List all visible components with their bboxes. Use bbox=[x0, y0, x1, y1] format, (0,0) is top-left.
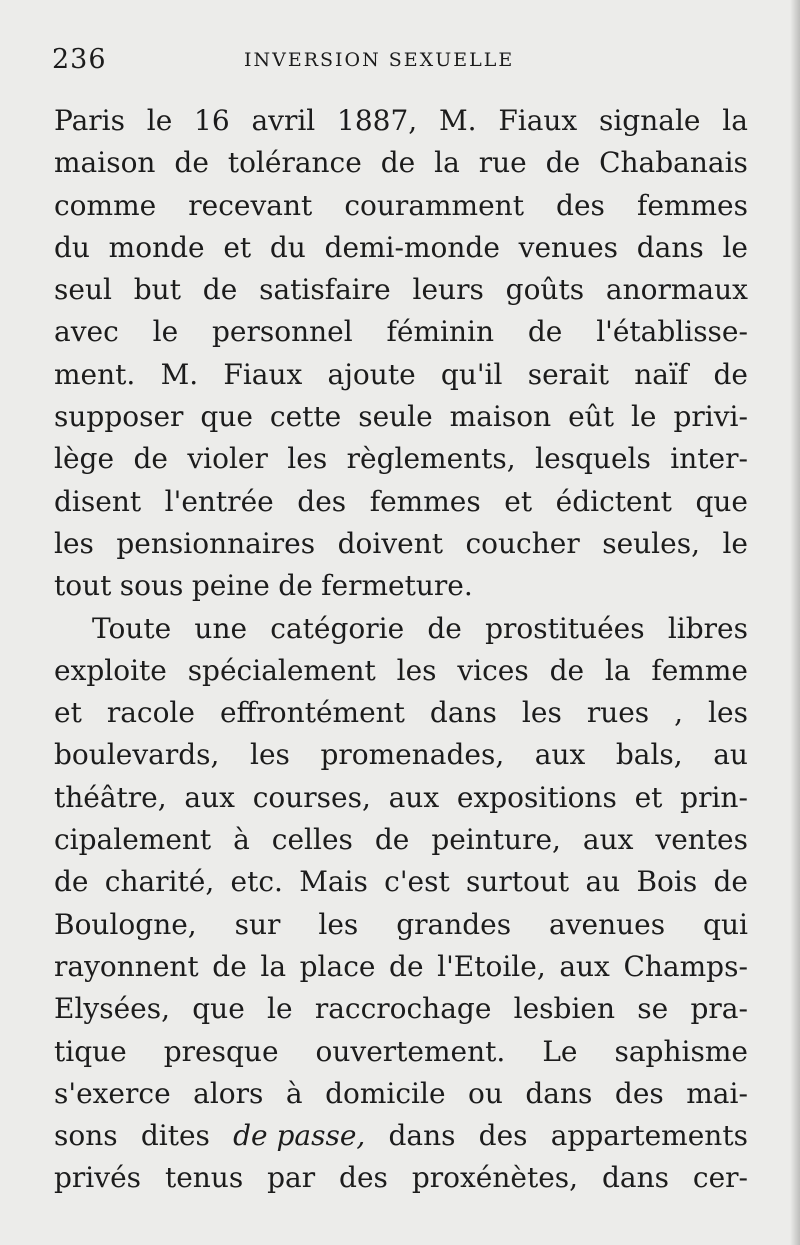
word: surtout bbox=[465, 865, 570, 899]
word: cer- bbox=[692, 1161, 748, 1195]
word: domicile bbox=[325, 1076, 446, 1110]
word: Le bbox=[542, 1034, 578, 1068]
text-line bbox=[54, 481, 748, 523]
word: monde bbox=[108, 230, 205, 264]
word: presque bbox=[163, 1034, 279, 1068]
word: aux bbox=[184, 780, 235, 814]
word: violer bbox=[187, 442, 268, 476]
word: les bbox=[54, 526, 94, 560]
word: le bbox=[722, 230, 748, 264]
word: dans bbox=[636, 230, 704, 264]
word: anormaux bbox=[605, 273, 748, 307]
word: venues bbox=[518, 230, 619, 264]
word: aux bbox=[559, 949, 610, 983]
word: spécialement bbox=[187, 653, 376, 687]
word: le bbox=[152, 315, 179, 349]
word: avec bbox=[54, 315, 119, 349]
word: doivent bbox=[337, 526, 444, 560]
word: de bbox=[545, 146, 581, 180]
word: de bbox=[380, 146, 416, 180]
word: du bbox=[269, 230, 306, 264]
word: but bbox=[133, 273, 181, 307]
word: du bbox=[54, 230, 90, 264]
word: dans bbox=[429, 696, 497, 730]
word: dites bbox=[140, 1119, 210, 1153]
text-line bbox=[54, 311, 748, 353]
word: par bbox=[267, 1161, 316, 1195]
word: dans bbox=[601, 1161, 669, 1195]
word: effrontément bbox=[219, 696, 405, 730]
word: alors bbox=[193, 1076, 264, 1110]
word: se bbox=[637, 992, 669, 1026]
text-line bbox=[54, 269, 748, 311]
word: raccrochage bbox=[314, 992, 492, 1026]
word: prin- bbox=[680, 780, 748, 814]
word: mai- bbox=[686, 1076, 748, 1110]
word: M. bbox=[160, 357, 199, 391]
word: et bbox=[54, 696, 82, 730]
word: au bbox=[585, 865, 621, 899]
word: Champs- bbox=[623, 949, 748, 983]
word: de bbox=[212, 949, 247, 983]
word: privi- bbox=[673, 400, 748, 434]
word: ment. bbox=[54, 357, 136, 391]
text-line bbox=[54, 523, 748, 565]
text-line bbox=[54, 988, 748, 1030]
word: au bbox=[713, 738, 748, 772]
word: Fiaux bbox=[223, 357, 303, 391]
word: , bbox=[674, 696, 684, 730]
word: prostituées bbox=[485, 611, 645, 645]
word: disent bbox=[54, 484, 142, 518]
word: que bbox=[695, 484, 748, 518]
text-line bbox=[54, 1157, 748, 1199]
text-line bbox=[54, 142, 748, 184]
word: tique bbox=[54, 1034, 127, 1068]
word: boulevards, bbox=[54, 738, 220, 772]
word: comme bbox=[54, 188, 157, 222]
text-line bbox=[54, 861, 748, 903]
word: inter- bbox=[670, 442, 748, 476]
word: femmes bbox=[369, 484, 481, 518]
word: les bbox=[318, 907, 359, 941]
word: maison bbox=[449, 400, 552, 434]
word: femmes bbox=[636, 188, 748, 222]
word: lège bbox=[54, 442, 115, 476]
word: coucher bbox=[465, 526, 580, 560]
word: Fiaux bbox=[498, 104, 578, 137]
word: dans bbox=[525, 1076, 593, 1110]
word: de passe, bbox=[233, 1119, 366, 1153]
running-head bbox=[52, 40, 752, 80]
word: femme bbox=[651, 653, 748, 687]
word: de bbox=[278, 569, 313, 603]
word: et bbox=[634, 780, 663, 814]
word: lesbien bbox=[513, 992, 616, 1026]
word: charité, bbox=[104, 865, 215, 899]
word: ou bbox=[468, 1076, 503, 1110]
text-line bbox=[54, 692, 748, 734]
text-line bbox=[54, 650, 748, 692]
word: qu'il bbox=[440, 357, 503, 391]
word: rayonnent bbox=[54, 949, 199, 983]
word: de bbox=[54, 865, 89, 899]
word: de bbox=[133, 442, 168, 476]
text-line bbox=[54, 1115, 748, 1157]
word: de bbox=[713, 357, 748, 391]
word: etc. bbox=[230, 865, 283, 899]
word: le bbox=[722, 526, 748, 560]
word: le bbox=[267, 992, 293, 1026]
word: la bbox=[722, 104, 748, 137]
word: aux bbox=[388, 780, 440, 814]
word: rues bbox=[586, 696, 650, 730]
word: tout bbox=[54, 569, 112, 603]
word: de bbox=[713, 865, 748, 899]
word: seul bbox=[54, 273, 112, 307]
word: expositions bbox=[456, 780, 617, 814]
word: aux bbox=[534, 738, 586, 772]
word: la bbox=[604, 653, 631, 687]
word: pra- bbox=[690, 992, 748, 1026]
word: Toute bbox=[92, 611, 172, 645]
word: de bbox=[374, 823, 410, 857]
word: lesquels bbox=[535, 442, 651, 476]
word: que bbox=[192, 992, 245, 1026]
word: ajoute bbox=[327, 357, 416, 391]
word: peine bbox=[191, 569, 270, 603]
word: des bbox=[297, 484, 347, 518]
word: l'entrée bbox=[164, 484, 274, 518]
word: maison bbox=[54, 146, 156, 180]
word: personnel bbox=[211, 315, 353, 349]
word: cipalement bbox=[54, 823, 212, 857]
word: des bbox=[339, 1161, 388, 1195]
word: l'établisse- bbox=[596, 315, 748, 349]
word: avenues bbox=[549, 907, 666, 941]
word: théâtre, bbox=[54, 780, 167, 814]
word: supposer bbox=[54, 400, 184, 434]
word: de bbox=[427, 611, 462, 645]
word: pensionnaires bbox=[116, 526, 316, 560]
word: de bbox=[527, 315, 563, 349]
word: une bbox=[194, 611, 248, 645]
word: sons bbox=[54, 1119, 118, 1153]
word: libres bbox=[667, 611, 748, 645]
word: dans bbox=[388, 1119, 456, 1153]
word: la bbox=[260, 949, 287, 983]
word: Bois bbox=[636, 865, 698, 899]
word: fermeture. bbox=[321, 569, 473, 603]
word: racole bbox=[106, 696, 195, 730]
word: règlements, bbox=[346, 442, 516, 476]
running-title: INVERSION SEXUELLE bbox=[244, 49, 515, 71]
text-line bbox=[54, 396, 748, 438]
word: eût bbox=[568, 400, 614, 434]
word: féminin bbox=[386, 315, 494, 349]
word: ouvertement. bbox=[315, 1034, 506, 1068]
word: qui bbox=[703, 907, 748, 941]
word: à bbox=[285, 1076, 303, 1110]
text-line bbox=[54, 100, 748, 142]
text-line bbox=[54, 438, 748, 480]
word: à bbox=[233, 823, 250, 857]
word: signale bbox=[598, 104, 701, 137]
word: édictent bbox=[555, 484, 672, 518]
word: exploite bbox=[54, 653, 167, 687]
word: des bbox=[556, 188, 605, 222]
word: Mais bbox=[299, 865, 368, 899]
word: Elysées, bbox=[54, 992, 170, 1026]
text-line bbox=[54, 185, 748, 227]
word: la bbox=[434, 146, 460, 180]
text-line bbox=[54, 734, 748, 776]
word: M. bbox=[438, 104, 477, 137]
text-line bbox=[54, 904, 748, 946]
word: recevant bbox=[188, 188, 313, 222]
word: place bbox=[299, 949, 376, 983]
word: des bbox=[478, 1119, 528, 1153]
word: ventes bbox=[655, 823, 748, 857]
word: saphisme bbox=[614, 1034, 748, 1068]
word: les bbox=[521, 696, 562, 730]
word: les bbox=[708, 696, 748, 730]
word: sous bbox=[119, 569, 184, 603]
word: seule bbox=[358, 400, 433, 434]
word: le bbox=[146, 104, 173, 137]
word: 16 bbox=[194, 104, 230, 137]
word: cette bbox=[269, 400, 342, 434]
word: sur bbox=[234, 907, 281, 941]
word: les bbox=[249, 738, 290, 772]
word: l'Etoile, bbox=[437, 949, 546, 983]
word: celles bbox=[271, 823, 353, 857]
word: le bbox=[630, 400, 657, 434]
word: Boulogne, bbox=[54, 907, 197, 941]
text-line bbox=[54, 608, 748, 650]
text-line bbox=[54, 1073, 748, 1115]
word: appartements bbox=[550, 1119, 748, 1153]
word: vices bbox=[457, 653, 529, 687]
word: serait bbox=[527, 357, 609, 391]
word: de bbox=[174, 146, 209, 180]
word: tenus bbox=[164, 1161, 244, 1195]
body-text bbox=[54, 100, 748, 1200]
word: proxénètes, bbox=[411, 1161, 579, 1195]
word: que bbox=[200, 400, 253, 434]
word: satisfaire bbox=[259, 273, 391, 307]
word: avril bbox=[251, 104, 316, 137]
text-line bbox=[54, 354, 748, 396]
text-line bbox=[54, 819, 748, 861]
word: courses, bbox=[252, 780, 371, 814]
word: des bbox=[614, 1076, 664, 1110]
word: bals, bbox=[615, 738, 683, 772]
word: les bbox=[287, 442, 328, 476]
word: et bbox=[504, 484, 533, 518]
word: les bbox=[396, 653, 437, 687]
page-edge-shadow bbox=[790, 0, 800, 1245]
word: aux bbox=[582, 823, 634, 857]
word: Paris bbox=[54, 104, 125, 137]
word: c'est bbox=[384, 865, 450, 899]
word: naïf bbox=[634, 357, 689, 391]
text-line bbox=[54, 227, 748, 269]
word: privés bbox=[54, 1161, 142, 1195]
word: peinture, bbox=[431, 823, 561, 857]
word: de bbox=[549, 653, 585, 687]
word: de bbox=[202, 273, 238, 307]
page-number: 236 bbox=[52, 44, 107, 75]
word: de bbox=[389, 949, 424, 983]
word: tolérance bbox=[227, 146, 362, 180]
word: grandes bbox=[396, 907, 512, 941]
word: s'exerce bbox=[54, 1076, 171, 1110]
word: et bbox=[223, 230, 252, 264]
word: demi-monde bbox=[324, 230, 500, 264]
text-line bbox=[54, 565, 748, 607]
word: 1887, bbox=[337, 104, 418, 137]
word: promenades, bbox=[320, 738, 505, 772]
word: leurs bbox=[412, 273, 484, 307]
word: seules, bbox=[602, 526, 700, 560]
word: catégorie bbox=[270, 611, 405, 645]
text-line bbox=[54, 946, 748, 988]
text-line bbox=[54, 777, 748, 819]
word: couramment bbox=[344, 188, 524, 222]
text-line bbox=[54, 1031, 748, 1073]
word: rue bbox=[478, 146, 527, 180]
word: goûts bbox=[505, 273, 585, 307]
word: Chabanais bbox=[599, 146, 748, 180]
